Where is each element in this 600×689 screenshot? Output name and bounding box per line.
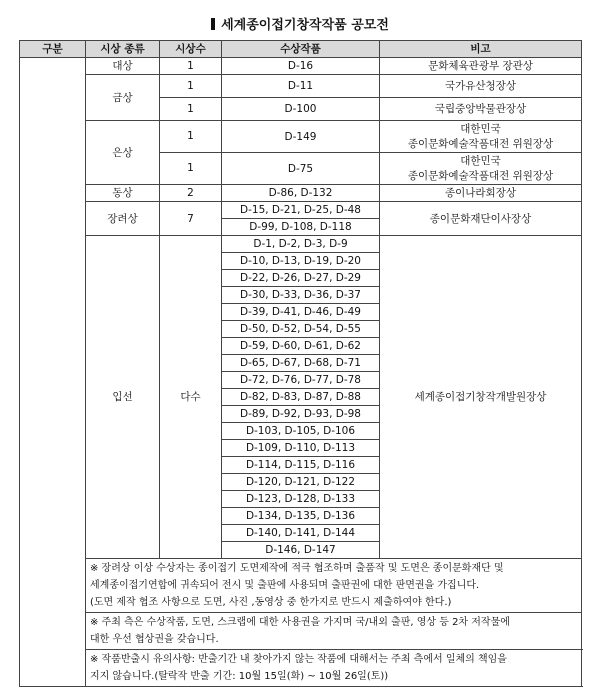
- remark-cell: 국가유산청장상: [380, 75, 582, 98]
- award-count-cell: 1: [160, 98, 222, 121]
- awards-table: [19, 40, 582, 687]
- page-title-text: 세계종이접기창작작품 공모전: [221, 18, 389, 33]
- entry-cell: D-39, D-41, D-46, D-49: [222, 304, 380, 321]
- award-count-cell: 1: [160, 121, 222, 153]
- category-cell: [20, 58, 86, 687]
- entry-cell: D-146, D-147: [222, 542, 380, 559]
- page-title: [0, 14, 600, 33]
- entry-cell: D-1, D-2, D-3, D-9: [222, 236, 380, 253]
- entry-cell: D-72, D-76, D-77, D-78: [222, 372, 380, 389]
- table-row: [20, 121, 582, 153]
- remark-cell: [380, 153, 582, 185]
- header-remarks: 비고: [380, 41, 582, 58]
- award-count-cell: 2: [160, 185, 222, 202]
- note-cell: [86, 613, 582, 650]
- entry-cell: D-89, D-92, D-93, D-98: [222, 406, 380, 423]
- remark-cell: 세계종이접기창작개발원장상: [380, 236, 582, 559]
- table-row: [20, 236, 582, 253]
- note-cell: [86, 559, 582, 613]
- note-row: [20, 650, 582, 687]
- entry-cell: D-86, D-132: [222, 185, 380, 202]
- entry-cell: D-75: [222, 153, 380, 185]
- award-count-cell: 1: [160, 153, 222, 185]
- entry-cell: D-134, D-135, D-136: [222, 508, 380, 525]
- remark-line: 대한민국: [460, 122, 501, 135]
- table-row: [20, 185, 582, 202]
- award-type-cell: 장려상: [86, 202, 160, 236]
- entry-cell: D-59, D-60, D-61, D-62: [222, 338, 380, 355]
- note-line: 세계종이접기연합에 귀속되어 전시 및 출판에 사용되며 출판권에 대한 판면권을 가집니다.: [90, 580, 480, 591]
- award-type-cell: 대상: [86, 58, 160, 75]
- entry-cell: D-149: [222, 121, 380, 153]
- entry-cell: D-65, D-67, D-68, D-71: [222, 355, 380, 372]
- award-count-cell: 1: [160, 75, 222, 98]
- entry-cell: D-30, D-33, D-36, D-37: [222, 287, 380, 304]
- entry-cell: D-22, D-26, D-27, D-29: [222, 270, 380, 287]
- note-line: (도면 제작 협조 사항으로 도면, 사진 ,동영상 중 한가지로 반드시 제출하여야 한다.): [90, 597, 452, 608]
- remark-cell: [380, 121, 582, 153]
- remark-line: 대한민국: [460, 154, 501, 167]
- entry-cell: D-99, D-108, D-118: [222, 219, 380, 236]
- header-award-count: 시상수: [160, 41, 222, 58]
- header-category: 구분: [20, 41, 86, 58]
- table-row: [20, 202, 582, 219]
- award-count-cell: 다수: [160, 236, 222, 559]
- award-type-cell: 입선: [86, 236, 160, 559]
- entry-cell: D-82, D-83, D-87, D-88: [222, 389, 380, 406]
- entry-cell: D-114, D-115, D-116: [222, 457, 380, 474]
- entry-cell: D-10, D-13, D-19, D-20: [222, 253, 380, 270]
- title-bar-icon: [211, 18, 215, 30]
- table-row: [20, 58, 582, 75]
- award-count-cell: 1: [160, 58, 222, 75]
- entry-cell: D-16: [222, 58, 380, 75]
- award-type-cell: 금상: [86, 75, 160, 121]
- remark-line: 종이문화예술작품대전 위원장상: [407, 169, 554, 182]
- remark-cell: 문화체육관광부 장관상: [380, 58, 582, 75]
- header-winning-works: 수상작품: [222, 41, 380, 58]
- entry-cell: D-103, D-105, D-106: [222, 423, 380, 440]
- remark-cell: 종이나라회장상: [380, 185, 582, 202]
- entry-cell: D-100: [222, 98, 380, 121]
- note-row: [20, 559, 582, 613]
- note-line: ※ 장려상 이상 수상자는 종이접기 도면제작에 적극 협조하며 출품작 및 도면은 종이문화재단 및: [90, 563, 504, 574]
- award-type-cell: 은상: [86, 121, 160, 185]
- note-line: ※ 작품반출시 유의사항: 반출기간 내 찾아가지 않는 작품에 대해서는 주최 측에서 일체의 책임을: [90, 654, 507, 665]
- entry-cell: D-15, D-21, D-25, D-48: [222, 202, 380, 219]
- entry-cell: D-11: [222, 75, 380, 98]
- remark-cell: 종이문화재단이사장상: [380, 202, 582, 236]
- entry-cell: D-140, D-141, D-144: [222, 525, 380, 542]
- award-count-cell: 7: [160, 202, 222, 236]
- table-header-row: [20, 41, 582, 58]
- note-row: [20, 613, 582, 650]
- remark-cell: 국립중앙박물관장상: [380, 98, 582, 121]
- entry-cell: D-120, D-121, D-122: [222, 474, 380, 491]
- note-line: 지지 않습니다.(탈락작 반출 기간: 10월 15일(화) ~ 10월 26일(토)): [90, 671, 389, 682]
- note-line: ※ 주최 측은 수상작품, 도면, 스크랩에 대한 사용권을 가지며 국/내외 출판, 영상 등 2차 저작물에: [90, 617, 510, 628]
- remark-line: 종이문화예술작품대전 위원장상: [407, 137, 554, 150]
- note-line: 대한 우선 협상권을 갖습니다.: [90, 634, 219, 645]
- entry-cell: D-109, D-110, D-113: [222, 440, 380, 457]
- header-award-type: 시상 종류: [86, 41, 160, 58]
- entry-cell: D-123, D-128, D-133: [222, 491, 380, 508]
- table-row: [20, 75, 582, 98]
- entry-cell: D-50, D-52, D-54, D-55: [222, 321, 380, 338]
- award-type-cell: 동상: [86, 185, 160, 202]
- note-cell: [86, 650, 582, 687]
